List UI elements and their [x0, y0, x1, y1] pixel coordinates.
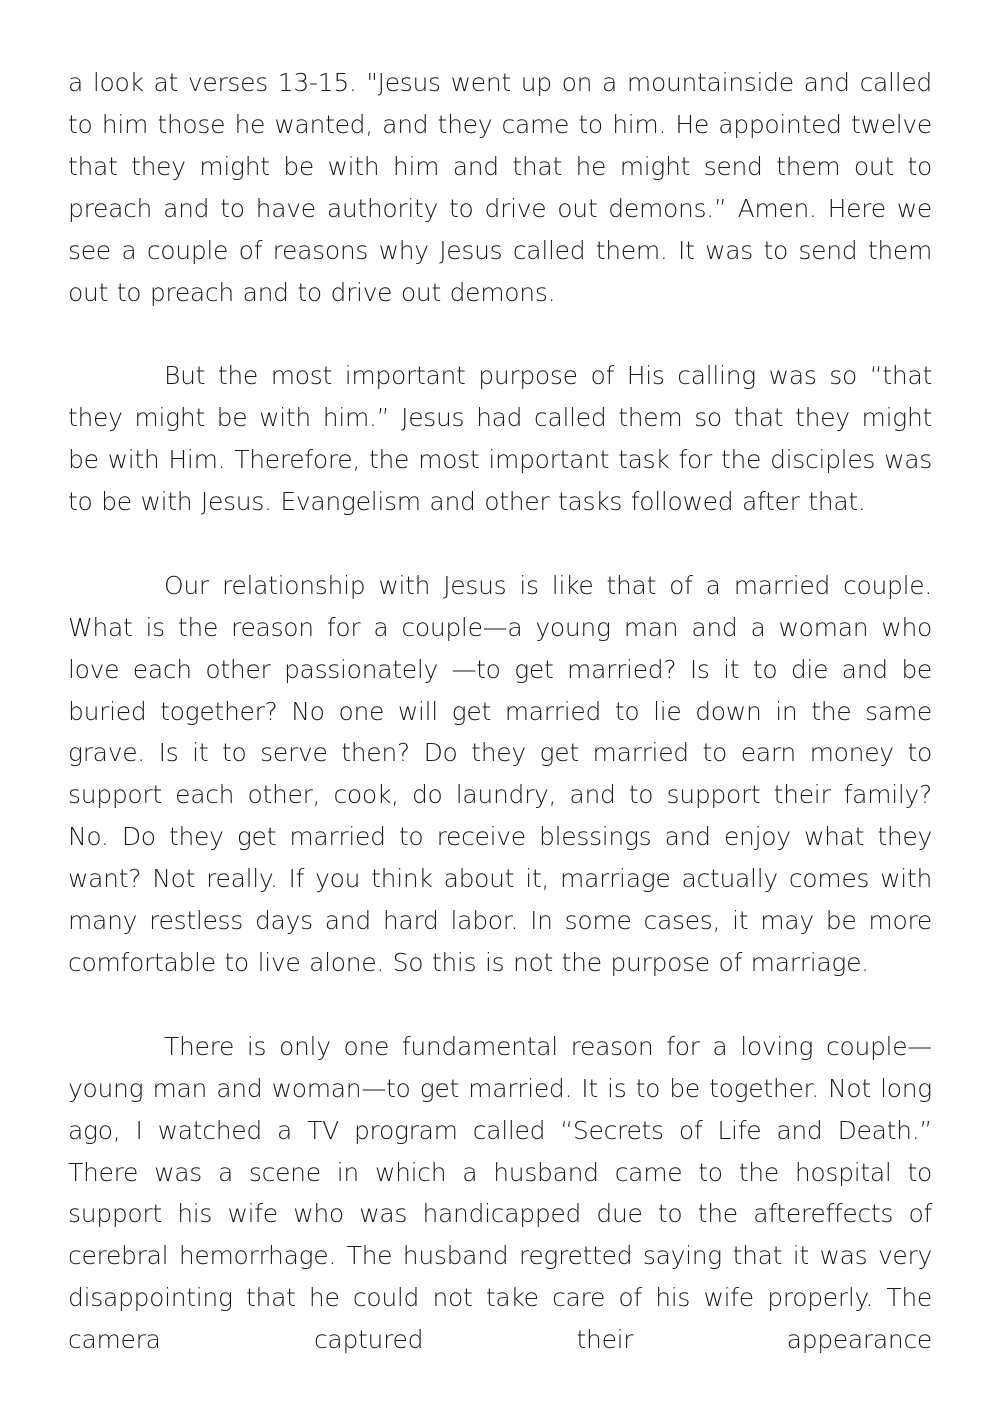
- paragraph-verses: a look at verses 13-15. "Jesus went up on a mountainside and called to him those he wanted, and they came to him. He appointed twelve that they might be with him and that he might send them out to preach and to have authority to drive out demons.” Amen. Here we see a couple of reasons why Jesus called them. It was to send them out to preach and to drive out demons.: [68, 68, 932, 307]
- paragraph-purpose: But the most important purpose of His calling was so “that they might be with him.” Jesus had called them so that they might be with Him. Therefore, the most important task for the disciples was to be with Jesus. Evangelism and other tasks followed after that.: [68, 361, 932, 517]
- paragraph-marriage: Our relationship with Jesus is like that of a married couple. What is the reason for a couple—a young man and a woman who love each other passionately —to get married? Is it to die and be buried together? No one will get married to lie down in the same grave. Is it to serve then? Do they get married to earn money to support each other, cook, do laundry, and to support their family? No. Do they get married to receive blessings and enjoy what they want? Not really. If you think about it, marriage actually comes with many restless days and hard labor. In some cases, it may be more comfortable to live alone. So this is not the purpose of marriage.: [68, 570, 932, 977]
- paragraph-together: There is only one fundamental reason for a loving couple—young man and woman—to get married. It is to be together. Not long ago, I watched a TV program called “Secrets of Life and Death.” There was a scene in which a husband came to the hospital to support his wife who was handicapped due to the aftereffects of cerebral hemorrhage. The husband regretted saying that it was very disappointing that he could not take care of his wife properly. The camera captured their appearance: [68, 1031, 932, 1355]
- document-page: [68, 62, 932, 1361]
